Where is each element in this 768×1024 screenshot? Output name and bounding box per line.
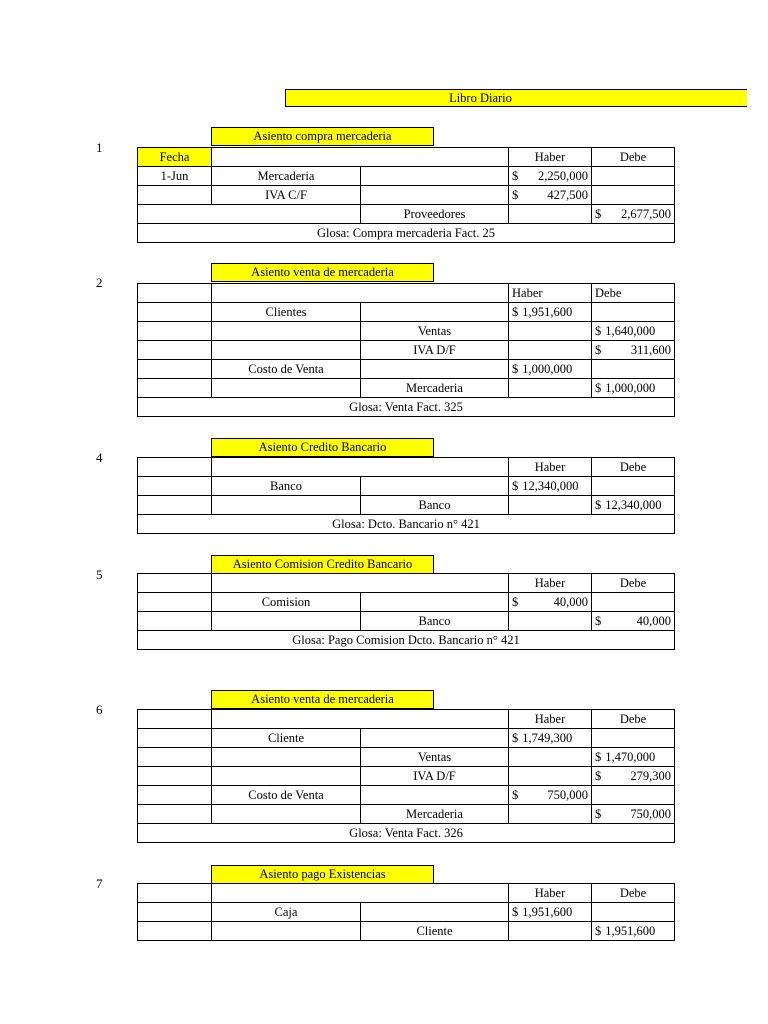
debe-amount: $ 750,000 <box>595 807 671 821</box>
debe-header: Debe <box>592 148 675 167</box>
debe-header: Debe <box>592 884 675 903</box>
haber-header: Haber <box>509 574 592 593</box>
haber-header: Haber <box>509 884 592 903</box>
debit-account: Clientes <box>212 303 361 322</box>
debit-account: Cliente <box>212 729 361 748</box>
credit-account: Cliente <box>361 922 509 941</box>
debit-account: Comision <box>212 593 361 612</box>
credit-account: IVA D/F <box>361 341 509 360</box>
debe-amount: $ 2,677,500 <box>595 207 671 221</box>
table-row <box>138 186 675 205</box>
table-row <box>138 360 675 379</box>
debe-header: Debe <box>592 458 675 477</box>
table-row <box>138 496 675 515</box>
debe-amount: $ 40,000 <box>595 614 671 628</box>
haber-amount: $ 2,250,000 <box>512 169 588 183</box>
haber-amount: $ 1,951,600 <box>512 305 573 319</box>
glosa-row <box>138 398 675 417</box>
glosa: Glosa: Venta Fact. 326 <box>138 824 675 843</box>
credit-account: Banco <box>361 496 509 515</box>
haber-amount: $ 750,000 <box>512 788 588 802</box>
entry-header: Asiento Comision Credito Bancario <box>211 555 434 574</box>
table-header-row <box>138 148 675 167</box>
debe-amount: $ 311,600 <box>595 343 671 357</box>
table-row <box>138 903 675 922</box>
debit-account: Costo de Venta <box>212 786 361 805</box>
entry-header: Asiento compra mercaderia <box>211 127 434 146</box>
table-row <box>138 767 675 786</box>
entry-number: 7 <box>96 876 103 891</box>
debe-amount: $ 1,640,000 <box>595 324 656 338</box>
glosa-row <box>138 515 675 534</box>
haber-amount: $ 40,000 <box>512 595 588 609</box>
journal-entry-table <box>137 573 675 650</box>
table-header-row <box>138 284 675 303</box>
credit-account: Ventas <box>361 748 509 767</box>
journal-entry-table <box>137 457 675 534</box>
table-row <box>138 477 675 496</box>
journal-entry-table <box>137 283 675 417</box>
table-row <box>138 379 675 398</box>
table-row <box>138 805 675 824</box>
debe-amount: $ 1,470,000 <box>595 750 656 764</box>
haber-header: Haber <box>509 148 592 167</box>
debit-account: IVA C/F <box>212 186 361 205</box>
table-row <box>138 748 675 767</box>
entry-header: Asiento Credito Bancario <box>211 438 434 457</box>
fecha-header: Fecha <box>138 148 212 167</box>
table-header-row <box>138 884 675 903</box>
table-row <box>138 593 675 612</box>
debe-amount: $ 1,951,600 <box>595 924 656 938</box>
glosa: Glosa: Compra mercaderia Fact. 25 <box>138 224 675 243</box>
glosa-row <box>138 224 675 243</box>
table-row <box>138 729 675 748</box>
glosa: Glosa: Venta Fact. 325 <box>138 398 675 417</box>
debe-header: Debe <box>592 710 675 729</box>
debit-account: Banco <box>212 477 361 496</box>
haber-header: Haber <box>509 284 592 303</box>
debe-header: Debe <box>592 284 675 303</box>
debe-amount: $ 12,340,000 <box>595 498 662 512</box>
debe-amount: $ 1,000,000 <box>595 381 656 395</box>
haber-header: Haber <box>509 710 592 729</box>
credit-account: Ventas <box>361 322 509 341</box>
glosa-row <box>138 631 675 650</box>
credit-account: Mercaderia <box>361 379 509 398</box>
haber-amount: $ 1,951,600 <box>512 905 573 919</box>
table-row <box>138 922 675 941</box>
table-row <box>138 322 675 341</box>
table-row <box>138 341 675 360</box>
credit-account: Proveedores <box>361 205 509 224</box>
entry-number: 1 <box>96 140 103 155</box>
entry-number: 5 <box>96 567 103 582</box>
entry-number: 6 <box>96 702 103 717</box>
table-row <box>138 786 675 805</box>
haber-amount: $ 12,340,000 <box>512 479 579 493</box>
haber-amount: $ 1,000,000 <box>512 362 573 376</box>
haber-header: Haber <box>509 458 592 477</box>
debit-account: Caja <box>212 903 361 922</box>
debit-account: Costo de Venta <box>212 360 361 379</box>
entry-number: 4 <box>96 450 103 465</box>
journal-entry-table <box>137 147 675 243</box>
journal-title: Libro Diario <box>449 91 512 105</box>
table-header-row <box>138 458 675 477</box>
entry-header: Asiento venta de mercaderia <box>211 690 434 709</box>
entry-header: Asiento venta de mercaderia <box>211 263 434 282</box>
table-row <box>138 167 675 186</box>
journal-title-bar <box>285 89 747 107</box>
journal-entry-table <box>137 709 675 843</box>
table-row <box>138 205 675 224</box>
table-row <box>138 612 675 631</box>
entry-number: 2 <box>96 275 103 290</box>
credit-account: Banco <box>361 612 509 631</box>
table-header-row <box>138 574 675 593</box>
table-row <box>138 303 675 322</box>
haber-amount: $ 1,749,300 <box>512 731 573 745</box>
table-header-row <box>138 710 675 729</box>
glosa: Glosa: Pago Comision Dcto. Bancario n° 421 <box>138 631 675 650</box>
debit-account: Mercaderia <box>212 167 361 186</box>
credit-account: IVA D/F <box>361 767 509 786</box>
debe-header: Debe <box>592 574 675 593</box>
haber-amount: $ 427,500 <box>512 188 588 202</box>
entry-header: Asiento pago Existencias <box>211 865 434 884</box>
debe-amount: $ 279,300 <box>595 769 671 783</box>
credit-account: Mercaderia <box>361 805 509 824</box>
glosa-row <box>138 824 675 843</box>
journal-entry-table <box>137 883 675 941</box>
fecha-cell: 1-Jun <box>138 167 212 186</box>
glosa: Glosa: Dcto. Bancario n° 421 <box>138 515 675 534</box>
